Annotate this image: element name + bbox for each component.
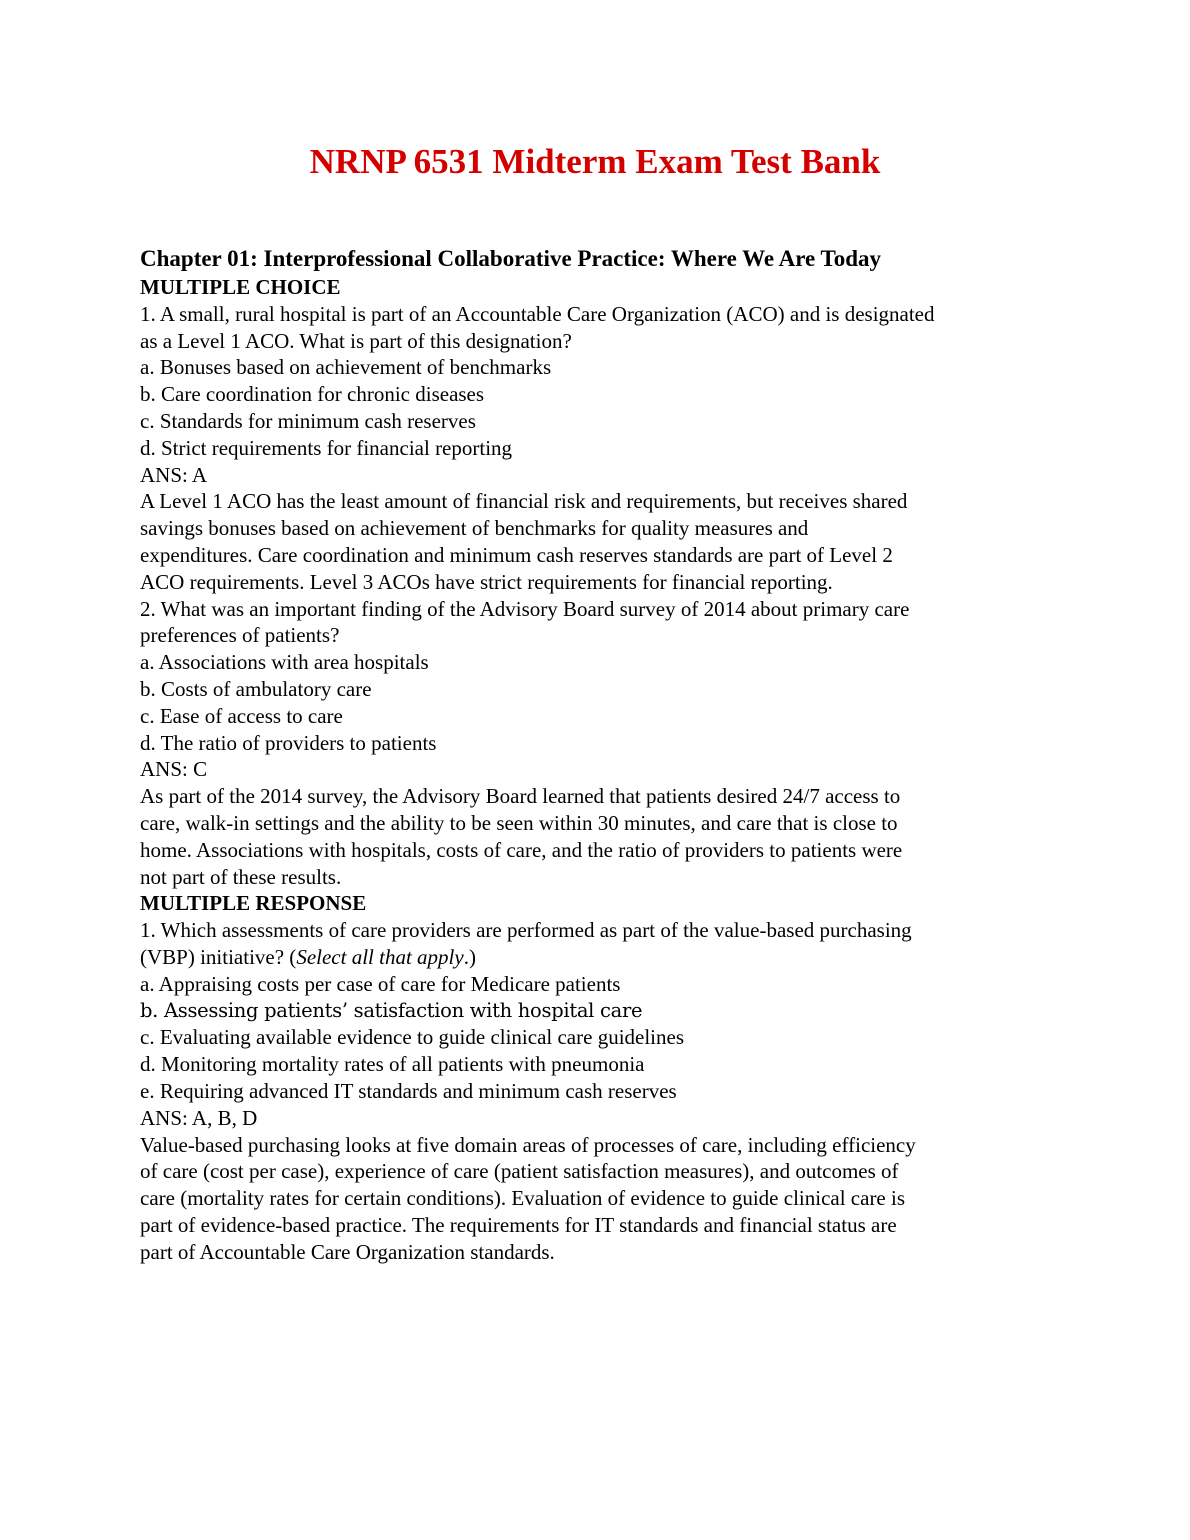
answer-option: c. Standards for minimum cash reserves <box>140 408 476 433</box>
document-title: NRNP 6531 Midterm Exam Test Bank <box>309 142 881 181</box>
select-all-instruction: Select all that apply <box>296 944 464 969</box>
explanation-line: home. Associations with hospitals, costs of care, and the ratio of providers to patients were <box>140 837 903 862</box>
explanation-line: part of evidence-based practice. The requirements for IT standards and financial status are <box>140 1212 897 1237</box>
answer-option: e. Requiring advanced IT standards and minimum cash reserves <box>140 1078 677 1103</box>
question-stem-line: 1. A small, rural hospital is part of an Accountable Care Organization (ACO) and is designated <box>140 301 935 326</box>
answer-option: a. Appraising costs per case of care for Medicare patients <box>140 971 621 996</box>
section-heading: MULTIPLE RESPONSE <box>140 891 367 916</box>
explanation-line: not part of these results. <box>140 864 342 889</box>
explanation-line: expenditures. Care coordination and minimum cash reserves standards are part of Level 2 <box>140 542 893 567</box>
section-multiple-choice <box>140 274 1045 890</box>
explanation-line: ACO requirements. Level 3 ACOs have strict requirements for financial reporting. <box>140 569 833 594</box>
answer-option: a. Associations with area hospitals <box>140 650 429 675</box>
explanation-line: part of Accountable Care Organization standards. <box>140 1239 555 1264</box>
answer-option: b. Assessing patients’ satisfaction with hospital care <box>140 998 643 1022</box>
question-stem-line <box>140 944 1045 971</box>
chapter-heading: Chapter 01: Interprofessional Collaborative Practice: Where We Are Today <box>140 246 882 271</box>
stem-prefix: (VBP) initiative? ( <box>140 944 297 969</box>
answer-option: b. Care coordination for chronic diseases <box>140 382 485 407</box>
question-stem-line: as a Level 1 ACO. What is part of this designation? <box>140 328 572 353</box>
question-block <box>140 917 1045 1265</box>
stem-suffix: .) <box>463 944 476 969</box>
explanation-line: savings bonuses based on achievement of benchmarks for quality measures and <box>140 516 809 541</box>
answer-key: ANS: A <box>140 462 208 487</box>
answer-option: d. Strict requirements for financial reporting <box>140 435 513 460</box>
answer-option: c. Ease of access to care <box>140 703 343 728</box>
answer-explanation <box>140 488 1045 595</box>
answer-explanation <box>140 783 1045 890</box>
question-stem-line: 2. What was an important finding of the Advisory Board survey of 2014 about primary care <box>140 596 910 621</box>
answer-key: ANS: A, B, D <box>140 1105 258 1130</box>
answer-key: ANS: C <box>140 757 208 782</box>
question-stem-line: preferences of patients? <box>140 623 340 648</box>
answer-option: c. Evaluating available evidence to guide clinical care guidelines <box>140 1025 685 1050</box>
question-stem-line: 1. Which assessments of care providers are performed as part of the value-based purchasing <box>140 918 912 943</box>
answer-explanation <box>140 1132 1045 1266</box>
answer-option: d. The ratio of providers to patients <box>140 730 437 755</box>
explanation-line: care, walk-in settings and the ability to be seen within 30 minutes, and care that is close to <box>140 810 898 835</box>
explanation-line: Value-based purchasing looks at five domain areas of processes of care, including efficiency <box>140 1132 916 1157</box>
explanation-line: A Level 1 ACO has the least amount of financial risk and requirements, but receives shared <box>140 489 908 514</box>
section-multiple-response <box>140 890 1045 1265</box>
section-heading: MULTIPLE CHOICE <box>140 275 341 299</box>
answer-option: b. Costs of ambulatory care <box>140 676 372 701</box>
explanation-line: As part of the 2014 survey, the Advisory Board learned that patients desired 24/7 access to <box>140 784 901 809</box>
answer-option: d. Monitoring mortality rates of all patients with pneumonia <box>140 1052 645 1077</box>
document-body <box>140 244 1045 1265</box>
answer-option: a. Bonuses based on achievement of benchmarks <box>140 355 552 380</box>
explanation-line: care (mortality rates for certain conditions). Evaluation of evidence to guide clinical care is <box>140 1186 906 1211</box>
question-block <box>140 596 1045 891</box>
question-block <box>140 301 1045 596</box>
explanation-line: of care (cost per case), experience of care (patient satisfaction measures), and outcomes of <box>140 1159 899 1184</box>
